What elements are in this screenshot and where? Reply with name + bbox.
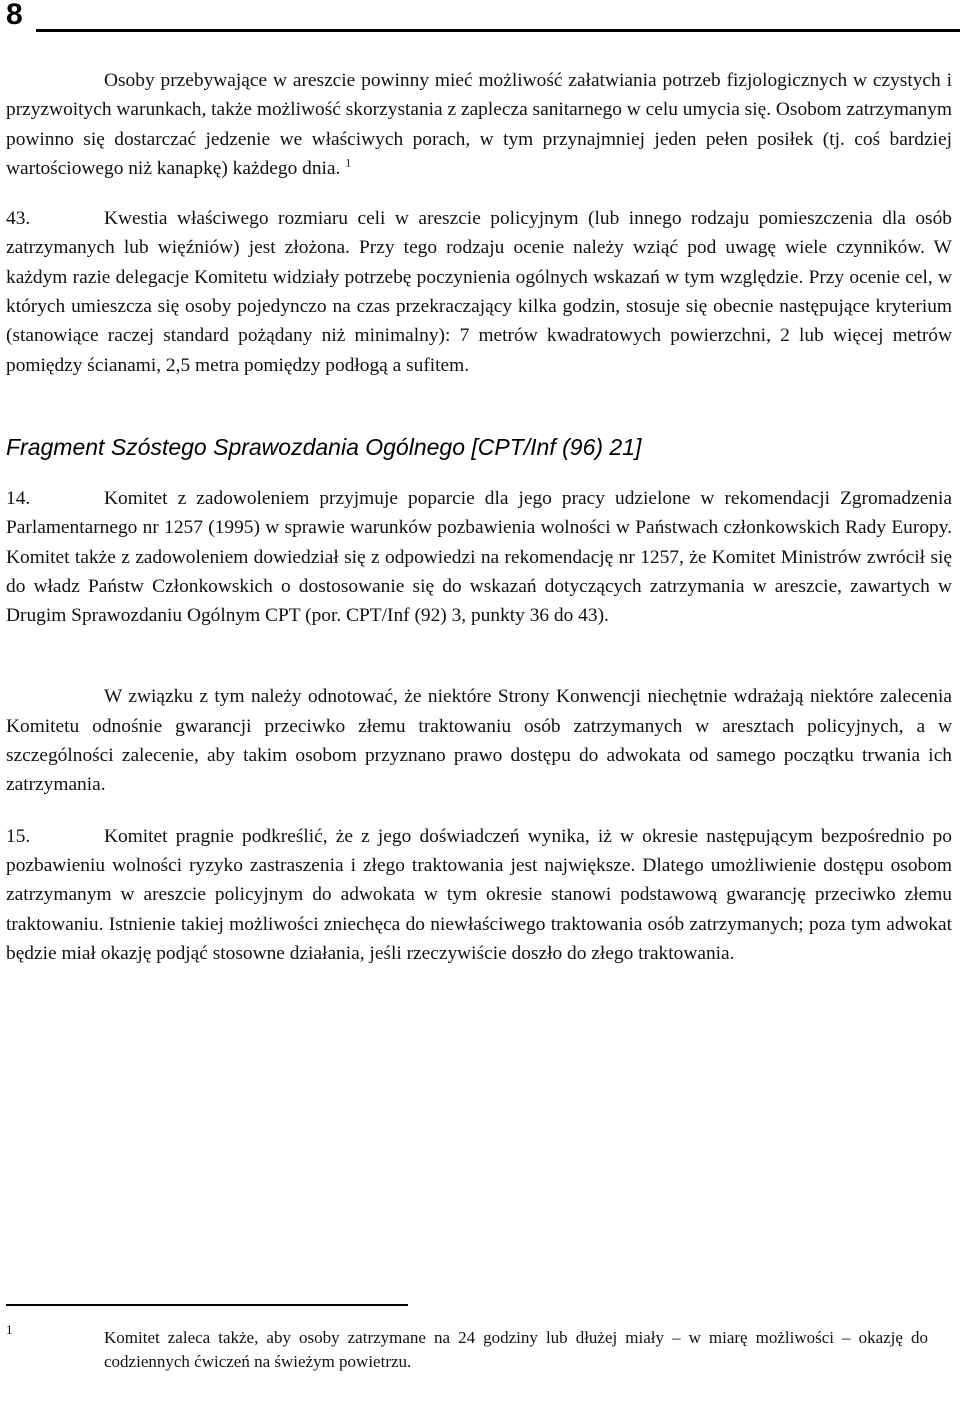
paragraph-43-text: Kwestia właściwego rozmiaru celi w areszcie policyjnym (lub innego rodzaju pomieszczenia dla osób zatrzymanych lub więźniów) jest złożona. Przy tego rodzaju ocenie należy wziąć pod uwagę wiele czynników. W każdym razie delegacje Komitetu widziały potrzebę poczynienia ogólnych wskazań w tym względzie. Przy ocenie cel, w których umieszcza się osoby pojedynczo na czas przekraczający kilka godzin, stosuje się obecnie następujące kryterium (stanowiące raczej standard pożądany niż minimalny): 7 metrów kwadratowych powierzchni, 2 lub więcej metrów pomiędzy ścianami, 2,5 metra pomiędzy podłogą a sufitem.: [6, 208, 952, 376]
paragraph-14-text: Komitet z zadowoleniem przyjmuje poparcie dla jego pracy udzielone w rekomendacji Zgromadzenia Parlamentarnego nr 1257 (1995) w sprawie warunków pozbawienia wolności w Państwach członkowskich Rady Europy. Komitet także z zadowoleniem dowiedział się z odpowiedzi na rekomendację nr 1257, że Komitet Ministrów zwrócił się do władz Państw Członkowskich o dostosowanie się do wskazań dotyczących zatrzymania w areszcie, zawartych w Drugim Sprawozdaniu Ogólnym CPT (por. CPT/Inf (92) 3, punkty 36 do 43).: [6, 487, 952, 627]
footnote-text: Komitet zaleca także, aby osoby zatrzymane na 24 godziny lub dłużej miały – w miarę możliwości – okazję do codziennych ćwiczeń na świeżym powietrzu.: [104, 1328, 928, 1371]
paragraph-number: 43.: [6, 208, 31, 230]
paragraph-number: 14.: [6, 487, 31, 509]
paragraph-15: [6, 822, 952, 968]
section-heading: Fragment Szóstego Sprawozdania Ogólnego [CPT/Inf (96) 21]: [6, 433, 642, 460]
footnote-marker: 1: [6, 1322, 13, 1337]
paragraph-intro: [6, 66, 952, 183]
paragraph-number: 15.: [6, 825, 31, 847]
footnote-separator: [6, 1304, 408, 1306]
footnote-reference[interactable]: 1: [345, 155, 352, 170]
paragraph-intro-text: Osoby przebywające w areszcie powinny mieć możliwość załatwiania potrzeb fizjologicznych w czystych i przyzwoitych warunkach, także możliwość skorzystania z zaplecza sanitarnego w celu umycia się. Osobom zatrzymanym powinno się dostarczać jedzenie we właściwych porach, w tym przynajmniej jeden pełen posiłek (tj. coś bardziej wartościowego niż kanapkę) każdego dnia.: [6, 70, 953, 179]
page-header: [0, 0, 960, 34]
paragraph-zwiazku-text: W związku z tym należy odnotować, że niektóre Strony Konwencji niechętnie wdrażają niektóre zalecenia Komitetu odnośnie gwarancji przeciwko złemu traktowaniu osób zatrzymanych w aresztach policyjnych, a w szczególności zalecenie, aby takim osobom przyznano prawo dostępu do adwokata od samego początku trwania ich zatrzymania.: [6, 686, 952, 796]
paragraph-zwiazku: [6, 682, 952, 799]
paragraph-15-text: Komitet pragnie podkreślić, że z jego doświadczeń wynika, iż w okresie następującym bezpośrednio po pozbawieniu wolności ryzyko zastraszenia i złego traktowania jest największe. Dlatego umożliwienie dostępu osobom zatrzymanym w areszcie policyjnym do adwokata w tym okresie stanowi podstawową gwarancję przeciwko złemu traktowaniu. Istnienie takiej możliwości zniechęca do niewłaściwego traktowania osób zatrzymanych; poza tym adwokat będzie miał okazję podjąć stosowne działania, jeśli rzeczywiście doszło do złego traktowania.: [6, 825, 952, 964]
document-body: [6, 66, 952, 968]
page-number: 8: [6, 0, 23, 31]
paragraph-43: [6, 204, 952, 380]
footnote: [6, 1322, 928, 1374]
paragraph-14: [6, 484, 952, 630]
header-rule: [36, 29, 960, 32]
